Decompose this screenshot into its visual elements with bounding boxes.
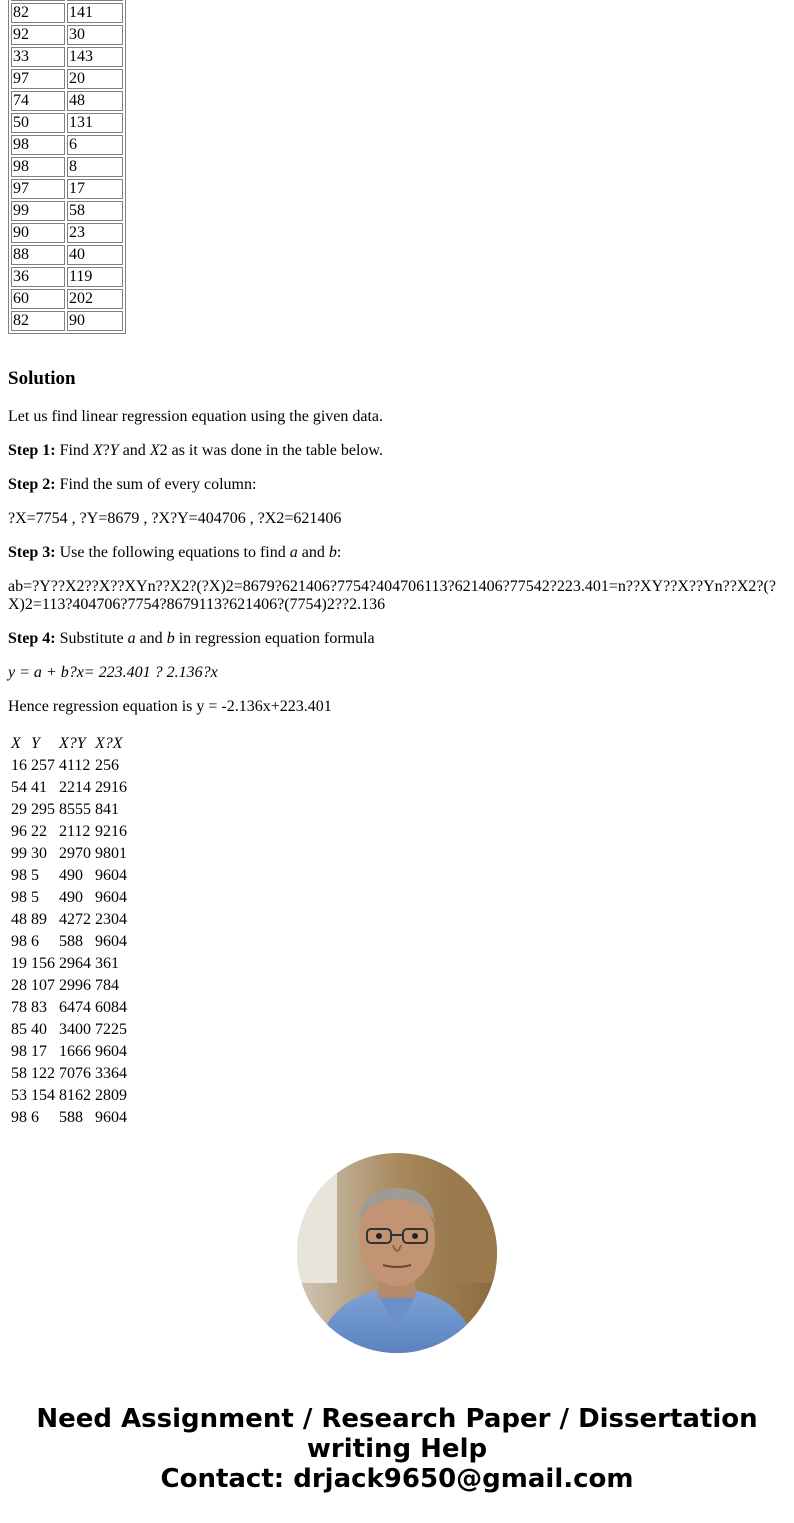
step-4-and: and [135, 630, 167, 647]
var-x: X [149, 442, 160, 459]
table-cell: 4272 [59, 911, 91, 928]
column-header: X [11, 735, 21, 752]
table-cell: 2996 [59, 977, 91, 994]
table-cell: 40 [31, 1021, 47, 1038]
table-row [10, 1086, 128, 1106]
table-row [10, 1064, 128, 1084]
step-3-and: and [297, 544, 329, 561]
table-cell: 202 [67, 289, 123, 309]
table-cell: 82 [11, 3, 65, 23]
table-row [11, 0, 123, 1]
table-cell: 107 [31, 977, 55, 994]
footer-line-2: writing Help [306, 1434, 488, 1464]
table-cell: 83 [31, 999, 47, 1016]
step-3 [8, 544, 778, 562]
table-cell: 85 [11, 1021, 27, 1038]
table-cell: 98 [11, 867, 27, 884]
table-cell: 361 [95, 955, 119, 972]
table-cell: 6 [31, 933, 39, 950]
table-cell: 2916 [95, 779, 127, 796]
step-2-label: Step 2: [8, 476, 56, 493]
table-cell: 17 [67, 179, 123, 199]
table-cell: 8 [67, 157, 123, 177]
table-cell: 4112 [59, 757, 91, 774]
table-row [10, 800, 128, 820]
table-row [11, 3, 123, 23]
table-cell: 9604 [95, 933, 127, 950]
table-row [10, 932, 128, 952]
table-cell: 6 [67, 135, 123, 155]
table-cell: 98 [11, 135, 65, 155]
table-cell: 97 [11, 179, 65, 199]
var-a: a [289, 544, 298, 561]
table-cell: 53 [11, 1087, 27, 1104]
step-1-label: Step 1: [8, 442, 56, 459]
table-cell: 257 [31, 757, 55, 774]
table-cell: 7076 [59, 1065, 91, 1082]
table-cell: 60 [11, 289, 65, 309]
table-cell: 40 [67, 245, 123, 265]
table-row [11, 25, 123, 45]
table-cell: 98 [11, 1043, 27, 1060]
table-cell: 156 [31, 955, 55, 972]
table-cell: 16 [11, 757, 27, 774]
table-cell: 6084 [95, 999, 127, 1016]
table-row [11, 245, 123, 265]
table-row [11, 157, 123, 177]
table-cell: 89 [31, 911, 47, 928]
step-4 [8, 630, 778, 648]
table-cell: 2964 [59, 955, 91, 972]
table-cell: 8162 [59, 1087, 91, 1104]
table-cell: 9604 [95, 1043, 127, 1060]
table-row [10, 976, 128, 996]
table-row [10, 822, 128, 842]
table-row [10, 844, 128, 864]
table-row [10, 998, 128, 1018]
table-cell: 490 [59, 889, 83, 906]
step-3-text: Use the following equations to find [55, 544, 290, 561]
table-cell: 88 [11, 245, 65, 265]
table-cell: 58 [67, 201, 123, 221]
table-cell: 5 [31, 889, 39, 906]
table-cell: 154 [31, 1087, 55, 1104]
var-a: a [127, 630, 136, 647]
table-row [11, 311, 123, 331]
table-cell: 22 [31, 823, 47, 840]
table-cell: 490 [59, 867, 83, 884]
sums-line: ?X=7754 , ?Y=8679 , ?X?Y=404706 , ?X2=621406 [8, 510, 342, 527]
table-cell: 295 [31, 801, 55, 818]
table-cell: 2112 [59, 823, 91, 840]
step-4-text: Substitute [55, 630, 128, 647]
table-cell: 41 [31, 779, 47, 796]
table-cell: 23 [67, 223, 123, 243]
table-cell: 74 [11, 91, 65, 111]
table-row [10, 888, 128, 908]
table-cell: 9216 [95, 823, 127, 840]
table-cell: 48 [11, 911, 27, 928]
table-cell: 9801 [95, 845, 127, 862]
table-row [11, 69, 123, 89]
step-1-text: Find [55, 442, 93, 459]
footer-contact: Contact: drjack9650@gmail.com [160, 1464, 634, 1494]
footer-line-1: Need Assignment / Research Paper / Dissertation [36, 1404, 758, 1434]
table-cell: 6 [31, 1109, 39, 1126]
table-row [10, 1108, 128, 1128]
table-cell: 98 [11, 1109, 27, 1126]
column-header: Y [31, 735, 40, 752]
table-cell: 98 [11, 933, 27, 950]
var-b: b [166, 630, 175, 647]
table-row [10, 910, 128, 930]
table-row [11, 201, 123, 221]
table-cell: 92 [11, 25, 65, 45]
table-cell: 97 [11, 69, 65, 89]
var-x: X [92, 442, 103, 459]
table-cell [11, 0, 65, 1]
conclusion-text: Hence regression equation is y = -2.136x+223.401 [8, 698, 332, 715]
table-row [11, 223, 123, 243]
formula-block: ab=?Y??X2??X??XYn??X2?(?X)2=8679?621406?7754?404706113?621406?77542?223.401=n??XY??X??Yn??X2?(?X)2=113?404706?7754?8679113?621406?(7754)2??2.136 [8, 578, 776, 613]
table-cell: 588 [59, 1109, 83, 1126]
table-cell: 2304 [95, 911, 127, 928]
step-3-post: : [336, 544, 342, 561]
table-cell: 98 [11, 157, 65, 177]
table-cell: 3400 [59, 1021, 91, 1038]
table-cell: 96 [11, 823, 27, 840]
step-1 [8, 442, 778, 460]
data-table [8, 0, 126, 334]
table-cell: 784 [95, 977, 119, 994]
table-cell: 98 [11, 889, 27, 906]
table-cell: 3364 [95, 1065, 127, 1082]
step-2-text: Find the sum of every column: [55, 476, 257, 493]
table-cell: 30 [31, 845, 47, 862]
person-photo-icon [297, 1153, 497, 1353]
step-1-post: 2 as it was done in the table below. [159, 442, 383, 459]
table-cell: 131 [67, 113, 123, 133]
table-cell: 143 [67, 47, 123, 67]
intro-text: Let us find linear regression equation using the given data. [8, 408, 384, 425]
column-header: X?X [95, 735, 123, 752]
table-cell: 99 [11, 845, 27, 862]
table-cell: 5 [31, 867, 39, 884]
calc-table [8, 732, 130, 1130]
table-cell: 9604 [95, 867, 127, 884]
table-cell: 30 [67, 25, 123, 45]
var-y: Y [109, 442, 119, 459]
table-cell: 122 [31, 1065, 55, 1082]
table-cell: 256 [95, 757, 119, 774]
table-cell: 119 [67, 267, 123, 287]
var-b: b [328, 544, 337, 561]
author-avatar [297, 1153, 497, 1353]
table-cell: 58 [11, 1065, 27, 1082]
table-cell: 50 [11, 113, 65, 133]
table-cell: 2809 [95, 1087, 127, 1104]
table-cell: 82 [11, 311, 65, 331]
symbol: ? [102, 442, 110, 459]
table-row [11, 135, 123, 155]
table-cell: 99 [11, 201, 65, 221]
table-cell: 28 [11, 977, 27, 994]
table-cell: 6474 [59, 999, 91, 1016]
table-cell: 36 [11, 267, 65, 287]
table-cell: 33 [11, 47, 65, 67]
table-cell: 48 [67, 91, 123, 111]
table-row [11, 289, 123, 309]
table-cell [67, 0, 123, 1]
table-cell: 9604 [95, 889, 127, 906]
solution-heading: Solution [8, 368, 76, 389]
table-row [10, 954, 128, 974]
table-cell: 2214 [59, 779, 91, 796]
step-4-post: in regression equation formula [174, 630, 375, 647]
table-cell: 29 [11, 801, 27, 818]
table-cell: 588 [59, 933, 83, 950]
table-row [10, 866, 128, 886]
table-row [11, 47, 123, 67]
table-cell: 54 [11, 779, 27, 796]
table-cell: 9604 [95, 1109, 127, 1126]
table-cell: 8555 [59, 801, 91, 818]
table-row [11, 91, 123, 111]
column-header: X?Y [59, 735, 86, 752]
table-cell: 7225 [95, 1021, 127, 1038]
table-row [11, 267, 123, 287]
table-row [10, 778, 128, 798]
table-cell: 17 [31, 1043, 47, 1060]
table-cell: 841 [95, 801, 119, 818]
table-row [11, 113, 123, 133]
footer-banner [0, 1404, 794, 1494]
table-cell: 19 [11, 955, 27, 972]
table-cell: 90 [11, 223, 65, 243]
table-cell: 1666 [59, 1043, 91, 1060]
table-cell: 2970 [59, 845, 91, 862]
step-2 [8, 476, 778, 494]
step-3-label: Step 3: [8, 544, 56, 561]
table-row [10, 1042, 128, 1062]
step-1-and: and [118, 442, 150, 459]
table-cell: 78 [11, 999, 27, 1016]
table-row [10, 756, 128, 776]
equation-line: y = a + b?x= 223.401 ? 2.136?x [8, 664, 218, 681]
table-row [10, 1020, 128, 1040]
table-row [11, 179, 123, 199]
table-cell: 141 [67, 3, 123, 23]
table-cell: 90 [67, 311, 123, 331]
step-4-label: Step 4: [8, 630, 56, 647]
table-cell: 20 [67, 69, 123, 89]
